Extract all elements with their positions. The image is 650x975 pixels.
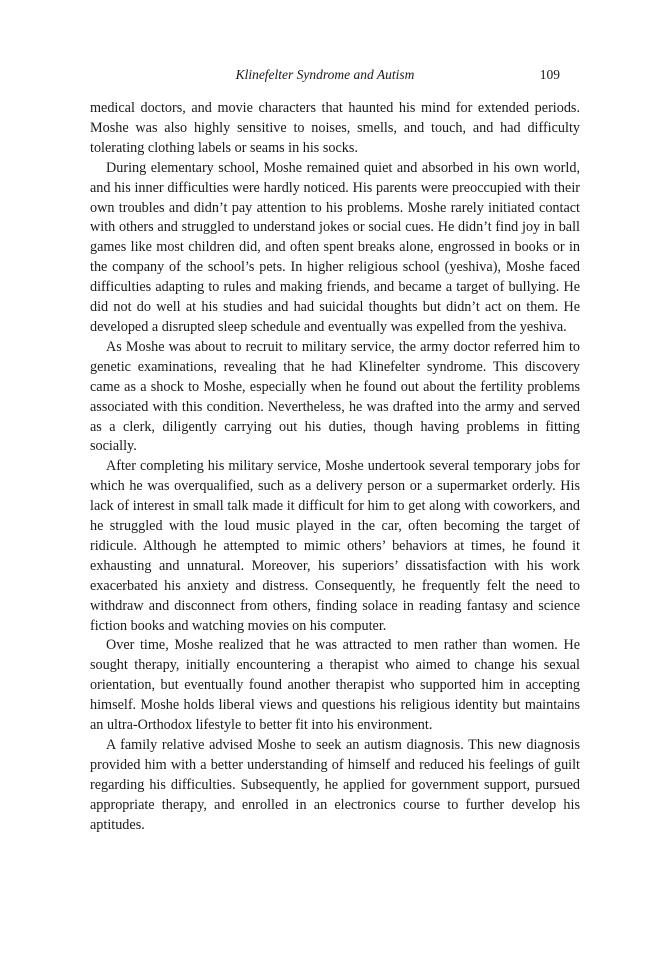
paragraph: After completing his military service, Moshe undertook several temporary jobs for which he was overqualified, such as a delivery person or a supermarket orderly. His lack of interest in small talk made it difficult for him to get along with coworkers, and he struggled with the loud music played in the car, often becoming the target of ridicule. Although he attempted to mimic others’ behaviors at times, he found it exhausting and unnatural. Moreover, his superiors’ dissatisfaction with his work exacerbated his anxiety and distress. Consequently, he frequently felt the need to withdraw and disconnect from others, finding solace in reading fantasy and science fiction books and watching movies on his computer. [90, 458, 580, 634]
page-number: 109 [539, 67, 560, 82]
paragraph-continued: medical doctors, and movie characters that haunted his mind for extended periods. Moshe was also highly sensitive to noises, smells, and touch, and had difficulty tolerating clothing labels or seams in his socks. [90, 100, 580, 156]
body-text [90, 99, 580, 836]
paragraph: Over time, Moshe realized that he was attracted to men rather than women. He sought therapy, initially encountering a therapist who aimed to change his sexual orientation, but eventually found another therapist who supported him in accepting himself. Moshe holds liberal views and questions his religious identity but maintains an ultra-Orthodox lifestyle to better fit into his environment. [90, 637, 580, 734]
running-title: Klinefelter Syndrome and Autism [235, 67, 415, 82]
running-header [90, 67, 560, 89]
paragraph: During elementary school, Moshe remained quiet and absorbed in his own world, and his inner difficulties were hardly noticed. His parents were preoccupied with their own troubles and didn’t pay attention to his problems. Moshe rarely initiated contact with others and struggled to understand jokes or social cues. He didn’t find joy in ball games like most children did, and often spent breaks alone, engrossed in books or in the company of the school’s pets. In higher religious school (yeshiva), Moshe faced difficulties adapting to rules and making friends, and became a target of bullying. He did not do well at his studies and had suicidal thoughts but didn’t act on them. He developed a disrupted sleep schedule and eventually was expelled from the yeshiva. [90, 159, 580, 335]
paragraph: A family relative advised Moshe to seek an autism diagnosis. This new diagnosis provided him with a better understanding of himself and reduced his feelings of guilt regarding his difficulties. Subsequently, he applied for government support, pursued appropriate therapy, and enrolled in an electronics course to further develop his aptitudes. [90, 737, 580, 833]
paragraph: As Moshe was about to recruit to military service, the army doctor referred him to genetic examinations, revealing that he had Klinefelter syndrome. This discovery came as a shock to Moshe, especially when he found out about the fertility problems associated with this condition. Nevertheless, he was drafted into the army and served as a clerk, diligently carrying out his duties, though having problems in fitting socially. [90, 338, 580, 455]
